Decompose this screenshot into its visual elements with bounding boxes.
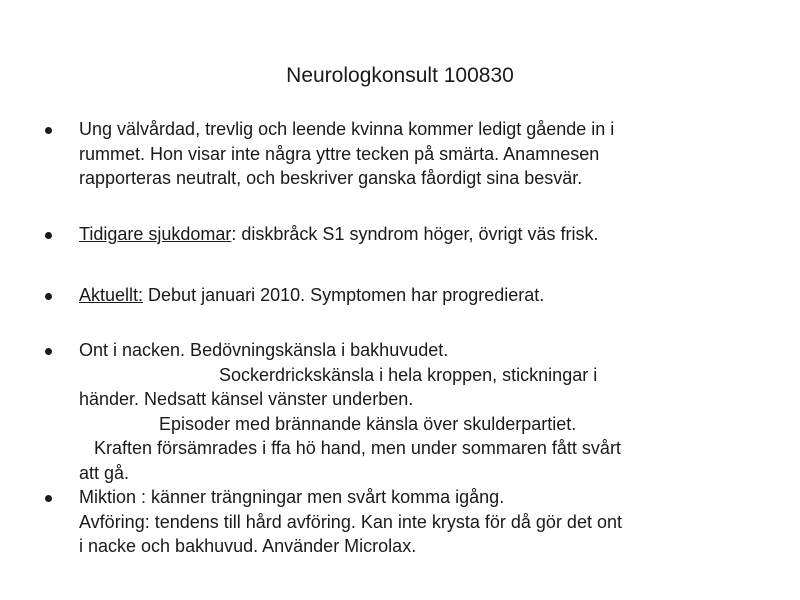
text-line: rummet. Hon visar inte några yttre tecken på smärta. Anamnesen [79,143,600,164]
text-line: Ung välvårdad, trevlig och leende kvinna kommer ledigt gående in i [79,119,615,139]
text-line: Episoder med brännande känsla över skulderpartiet. [79,413,577,434]
bullet-text [79,283,769,308]
bullet-dot-icon [45,127,52,134]
text-line: Kraften försämrades i ffa hö hand, men under sommaren fått svårt [79,438,621,458]
bullet-dot-icon [45,348,52,355]
text-line: Miktion : känner trängningar men svårt komma igång. [79,487,505,507]
text-line [79,283,769,308]
text-line: att gå. [79,462,130,483]
bullet-rest-text: : diskbråck S1 syndrom höger, övrigt väs frisk. [231,224,599,244]
text-line: händer. Nedsatt känsel vänster underben. [79,389,414,409]
text-line: i nacke och bakhuvud. Använder Microlax. [79,536,417,556]
text-line: Sockerdrickskänsla i hela kroppen, stickningar i [79,364,598,385]
text-line: Ont i nacken. Bedövningskänsla i bakhuvudet. [79,340,449,360]
bullet-text [79,338,769,485]
text-line: Avföring: tendens till hård avföring. Kan inte krysta för då gör det ont [79,511,622,532]
underlined-label: Tidigare sjukdomar [79,224,232,244]
bullet-dot-icon [45,495,52,502]
underlined-label: Aktuellt: [79,285,144,305]
bullet-text [79,485,769,559]
bullet-rest-text: Debut januari 2010. Symptomen har progredierat. [143,285,545,305]
text-line [79,222,769,247]
bullet-dot-icon [45,293,52,300]
bullet-dot-icon [45,232,52,239]
bullet-text [79,222,769,247]
bullet-text [79,117,769,191]
text-line: rapporteras neutralt, och beskriver ganska fåordigt sina besvär. [79,168,583,188]
slide-title: Neurologkonsult 100830 [286,64,514,87]
